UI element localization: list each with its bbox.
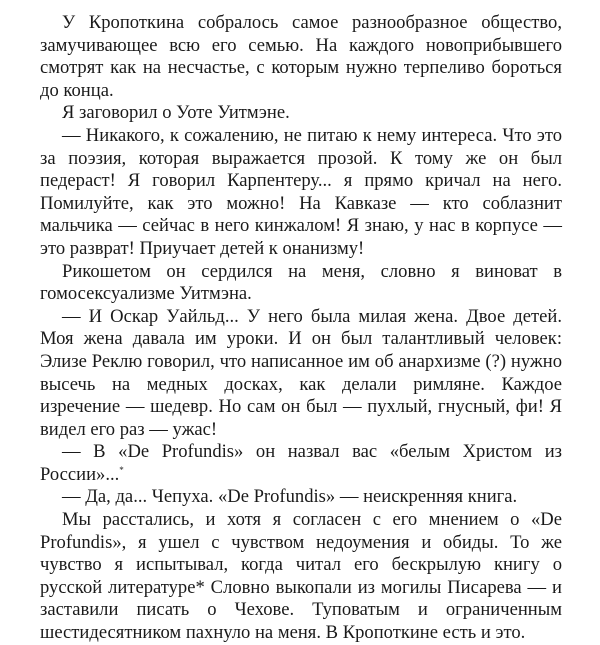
paragraph: Я заговорил о Уоте Уитмэне. bbox=[62, 102, 290, 124]
paragraph: — Да, да... Чепуха. «De Profundis» — неискренняя книга. bbox=[62, 486, 518, 508]
paragraph: Мы расстались, и хотя я согласен с его мнением о «De Profundis», я ушел с чувством недоумения и обиды. То же чувство я испытывал, когда читал его бескрылую книгу о русской литературе* Словно выкопали из могилы Писарева — и заставили писать о Чехове. Туповатым и ограниченным шестидесятником пахнуло на меня. В Кропоткине есть и это. bbox=[40, 509, 562, 644]
paragraph bbox=[40, 441, 562, 486]
footnote-marker: * bbox=[119, 464, 124, 475]
document-page bbox=[40, 12, 562, 645]
paragraph: — Никакого, к сожалению, не питаю к нему интереса. Что это за поэзия, которая выражается прозой. К тому же он был педераст! Я говорил Карпентеру... я прямо кричал на него. Помилуйте, как это можно! На Кавказе — кто соблазнит мальчика — сейчас в него кинжалом! Я знаю, у нас в корпусе — это разврат! Приучает детей к онанизму! bbox=[40, 124, 562, 259]
paragraph: Рикошетом он сердился на меня, словно я виноват в гомосексуализме Уитмэна. bbox=[40, 260, 562, 305]
paragraph-text: — В «De Profundis» он назвал вас «белым Христом из России»... bbox=[40, 441, 562, 485]
paragraph: У Кропоткина собралось самое разнообразное общество, замучивающее всю его семью. На каждого новоприбывшего смотрят как на несчастье, с которым нужно терпеливо бороться до конца. bbox=[40, 12, 562, 101]
paragraph: — И Оскар Уайльд... У него была милая жена. Двое детей. Моя жена давала им уроки. И он был талантливый человек: Элизе Реклю говорил, что написанное им об анархизме (?) нужно высечь на медных досках, как делали римляне. Каждое изречение — шедевр. Но сам он был — пухлый, гнусный, фи! Я видел его раз — ужас! bbox=[40, 305, 562, 440]
